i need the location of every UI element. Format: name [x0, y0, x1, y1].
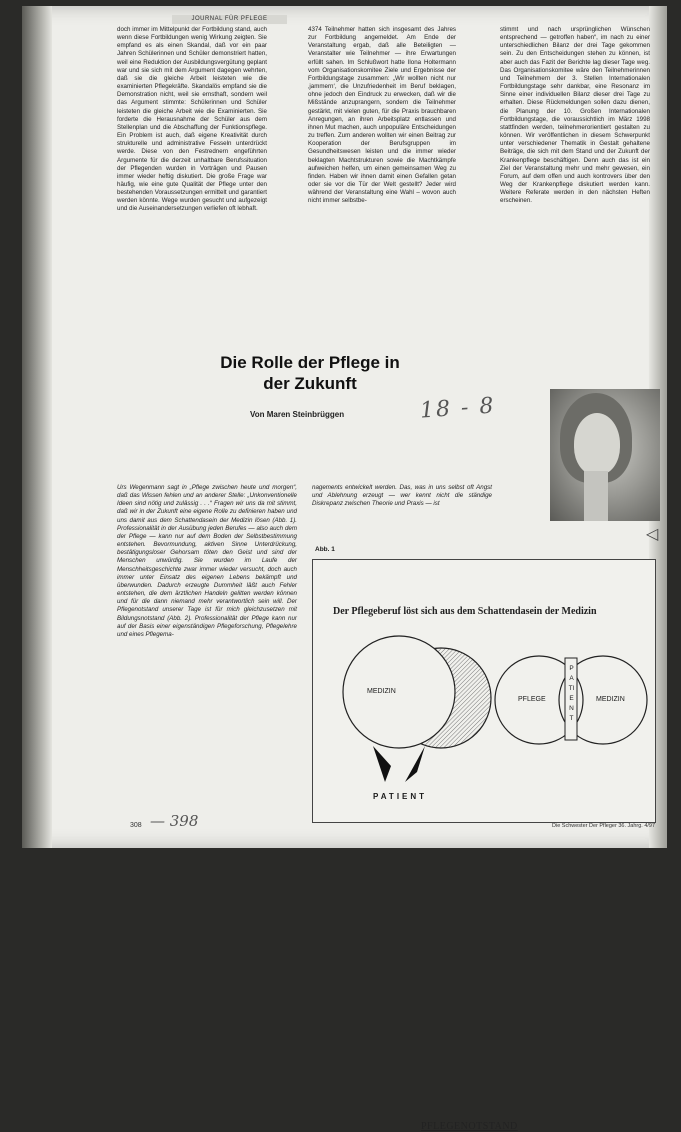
column-1-text — [117, 26, 267, 356]
column-1-paragraph: doch immer im Mittelpunkt der Fortbildung stand, auch wenn diese Fortbildungen wenig Wirkung zeigten. Sie empfand es als einen Skandal, daß vor ein paar Jahren Schülerinnen und Schüler demonstriert hatten, weil eine Reduktion der Ausbildungsvergütung geplant war und sie sich mit dem Argument dagegen wehrten, daß sie die gleiche Arbeit leisteten wie die examinierten Pflegekräfte. Skandalös empfand sie die Demonstration nicht, weil sie ernsthaft, sondern weil das Argument stimmte: Schülerinnen und Schüler leisteten die gleiche Arbeit wie die Examinierten. Sie forderte die Herausnahme der Schüler aus dem Stellenplan und die Abschaffung der Funktionspflege. Ein Problem ist auch, daß eigene Kreativität durch strukturelle und administrative Fesseln unterdrückt werde. Diese von den Festrednern engeführten Argumente für die derzeit unhaltbare Berufssituation der Pflegenden wurden in Vorträgen und Pausen immer wieder heftig diskutiert. Die große Frage war häufig, wie eine gute Qualität der Pflege unter den bestehenden Voraussetzungen ermittelt und garantiert werden könnte. Wege wurden gesucht und aufgezeigt und die Auseinandersetzungen verliefen oft lebhaft. — [117, 26, 267, 213]
article-headline: Die Rolle der Pflege in der Zukunft — [220, 353, 400, 393]
journal-footer: Die Schwester Der Pfleger 36. Jahrg. 4/97 — [552, 823, 656, 829]
article-body-left-paragraph: Urs Wegenmann sagt in „Pflege zwischen heute und morgen“, daß das Wissen fehlen und an anderer Stelle: „Unkonventionelle Ideen sind nötig und zulässig . . .“ Fragen wir uns da mit stimmt, daß wir in der Zukunft eine eigene Rolle zu definieren haben und uns damit aus dem Schattendasein der Medizin lösen (Abb. 1). Professionalität in der Ausübung jeden Berufes — also auch dem der Pflege — kann nur auf dem Boden der Selbstbestimmung entstehen. Bevormundung, aktiven Sinne Unterdrückung, bestätigungsloser Gehorsam töten den Geist und sind der Menschen unwürdig. Sie wurden im Laufe der Menschheitsgeschichte zwar immer wieder versucht, doch auch immer unter Einsatz des eigenen Lebens bekämpft und überwunden. Dadurch erzeugte Dummheit läßt auch Fehler entstehen, die dem ärztlichen Handeln gelitten werden können und für die dann niemand mehr verantwortlich sein will. Der Pflegenotstand unserer Tage ist für mich gleichzusetzen mit Bildungsnotstand (Abb. 2). Professionalität der Pflege kann nur auf der Basis einer eigenständigen Pflegeforschung, Pflegelehre und eines Pflegema- — [117, 484, 297, 638]
section-label: JOURNAL FÜR PFLEGE — [172, 15, 287, 24]
author-photo — [550, 389, 660, 521]
medizin-label-left: MEDIZIN — [367, 688, 396, 695]
margin-mark: ◁ — [646, 526, 659, 543]
photo-neck — [584, 471, 608, 521]
column-2-paragraph: 4374 Teilnehmer hatten sich insgesamt des Jahres zur Fortbildung angemeldet. Am Ende der Veranstaltung ergab, daß alle Beteiligten — Veranstalter wie Teilnehmer — ihre Erwartungen erfüllt sahen. Im Schlußwort hatte Ilona Holtermann vom Organisationskomitee Ziele und Ergebnisse der Fortbildungstage zusammen: „Wir wollten nicht nur ‚jammern‘, die Unzufriedenheit im Beruf beklagen, ohne jedoch den Eindruck zu erwecken, daß wir die Mißstände anzuprangern, sondern die Teilnehmer gestärkt, mit vielen guten, für die Praxis brauchbaren Anregungen, an ihren Arbeitsplatz entlassen und ihnen Mut machen, auch unpopuläre Entscheidungen zu treffen. Zum anderen wollten wir einen Beitrag zur Kooperation der Berufsgruppen im Gesundheitswesen leisten und die immer wieder beklagten Machtstrukturen sowie die Machtkämpfe aufweichen helfen, um einen gemeinsamen Weg zu finden. Haben wir ihnen damit einen Gefallen getan oder sie vor die Tür der Welt gestellt? Jeder wird während der Veranstaltung eine Wahl – wovon auch nicht immer selbstbe- — [308, 26, 456, 205]
handwritten-page-number: — 398 — [150, 812, 199, 830]
figure-title: PFLEGENOTSTAND — [421, 1121, 518, 1132]
photo-face — [574, 413, 620, 475]
column-2-text — [308, 26, 456, 336]
patient-label-bottom: PATIENT — [373, 792, 428, 801]
page-number: 308 — [130, 822, 142, 829]
article-body-left — [117, 484, 297, 814]
article-body-mid-paragraph: nagements entwickelt werden. Das, was in uns selbst oft Angst und Ablehnung erzeugt — wer kennt nicht die ständige Diskrepanz zwischen Theorie und Praxis — ist — [312, 484, 492, 508]
handwritten-annotation: 18 - 8 — [419, 393, 497, 424]
figure-subtitle: Der Pflegeberuf löst sich aus dem Schattendasein der Medizin — [333, 606, 597, 617]
patient-label-vertical: PATIENT — [568, 665, 575, 722]
article-byline: Von Maren Steinbrüggen — [250, 410, 345, 419]
column-3-text — [500, 26, 650, 366]
arrow-right — [405, 746, 425, 782]
magazine-page — [22, 6, 667, 1132]
article-body-mid — [312, 484, 492, 524]
medizin-circle-left — [343, 636, 455, 748]
pflege-label: PFLEGE — [518, 696, 546, 703]
arrow-left — [373, 746, 391, 782]
figure-label: Abb. 1 — [315, 546, 335, 553]
medizin-label-right: MEDIZIN — [596, 696, 625, 703]
column-3-paragraph: stimmt und nach ursprünglichen Wünschen entsprechend — getroffen haben“, im nach zu einer unterschiedlichen Bilanz der drei Tage gekommen sein. Zu den Entscheidungen stehen zu können, ist aber auch das Fazit der Berichte lag dieser Tage weg. Das Organisationskomitee wäre den Teilnehmerinnen und Teilnehmern der 3. Stellen Internationalen Fortbildungstage sehr dankbar, eine Resonanz im Sinne einer individuellen Bilanz dieser drei Tage zu erhalten. Diese Rückmeldungen sollen dazu dienen, die Planung der 10. Großen Internationalen Fortbildungstage, die voraussichtlich im März 1998 stattfinden werden, teilnehmerorientiert gestalten zu können. Wir veröffentlichen in diesem Schwerpunkt unter verschiedener Thematik in Gestalt gehaltene Beiträge, die sich mit dem Stand und der Zukunft der Krankenpflege beschäftigen. Denn auch das ist ein Ziel der Veranstaltung mehr und mehr gewesen, ein Forum, auf dem offen und auch kontrovers über den Weg der Krankenpflege diskutiert werden kann. Weitere Referate werden in den nächsten Heften erscheinen. — [500, 26, 650, 205]
venn-diagram-svg — [313, 560, 655, 822]
page-binding-shadow — [22, 6, 52, 848]
